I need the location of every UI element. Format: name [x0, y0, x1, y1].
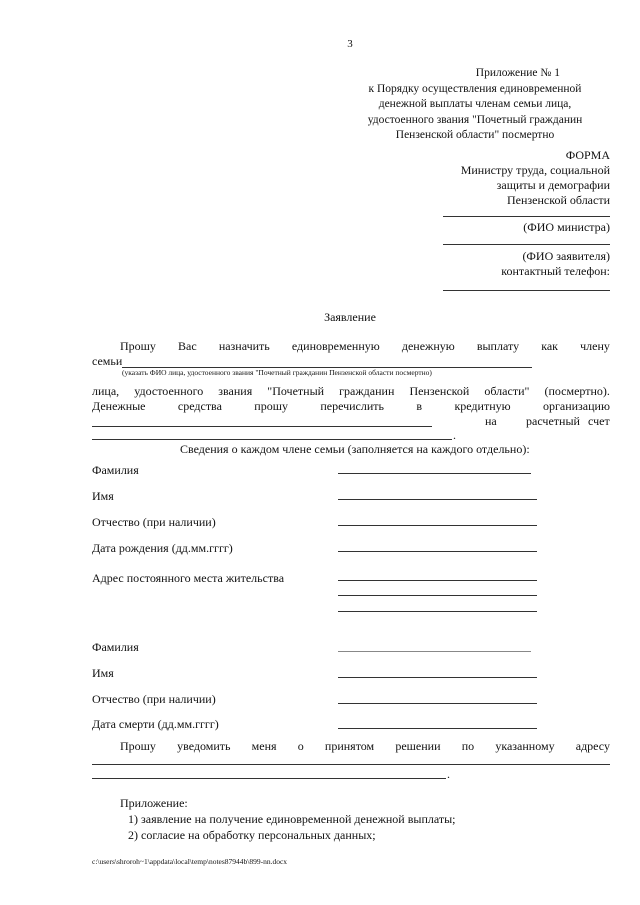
- word: меня: [251, 739, 277, 753]
- phone-label: контактный телефон:: [501, 264, 610, 278]
- word: области": [484, 384, 530, 398]
- request-line-3: [92, 384, 610, 399]
- bank-name-line[interactable]: [92, 426, 432, 427]
- name-line-2[interactable]: [338, 677, 537, 678]
- name-line[interactable]: [338, 499, 537, 500]
- phone-line[interactable]: [443, 290, 610, 291]
- word: решении: [395, 739, 441, 753]
- word: единовременную: [291, 339, 380, 353]
- appendix-line-3: денежной выплаты членам семьи лица,: [378, 98, 572, 110]
- name-label: Имя: [92, 489, 114, 503]
- word: кредитную: [454, 399, 511, 413]
- period-2: .: [447, 767, 450, 781]
- word: Пензенской: [409, 384, 470, 398]
- surname-label: Фамилия: [92, 463, 139, 477]
- word: лица,: [92, 384, 120, 398]
- word: как: [541, 339, 559, 353]
- address-label: Адрес постоянного места жительства: [92, 571, 285, 585]
- word: (посмертно).: [544, 384, 610, 398]
- name-label-2: Имя: [92, 666, 114, 680]
- word: Прошу: [120, 739, 156, 753]
- death-date-label: Дата смерти (дд.мм.гггг): [92, 717, 219, 731]
- word: уведомить: [177, 739, 231, 753]
- word: средства: [177, 399, 222, 413]
- attachment-item-1: 1) заявление на получение единовременной денежной выплаты;: [128, 812, 456, 826]
- word: Денежные: [92, 399, 146, 413]
- word: выплату: [476, 339, 520, 353]
- appendix-line-2: к Порядку осуществления единовременной: [368, 82, 582, 95]
- word: звания: [218, 384, 253, 398]
- addressee-line-2: защиты и демографии: [496, 178, 610, 192]
- address-line-3[interactable]: [338, 611, 537, 612]
- appendix-line-5: Пензенской области" посмертно: [395, 129, 555, 141]
- word: прошу: [254, 399, 288, 413]
- word: адресу: [575, 739, 610, 753]
- patronymic-label-2: Отчество (при наличии): [92, 692, 216, 706]
- applicant-name-line[interactable]: [443, 244, 610, 245]
- on-text: на: [485, 414, 497, 428]
- account-number-line[interactable]: [92, 439, 452, 440]
- word: "Почетный: [267, 384, 325, 398]
- addressee-line-1: Министру труда, социальной: [460, 163, 610, 177]
- death-date-line[interactable]: [338, 728, 537, 729]
- appendix-line-1: Приложение № 1: [475, 67, 560, 79]
- address-line-1[interactable]: [338, 580, 537, 581]
- surname-line[interactable]: [338, 473, 531, 474]
- word: гражданин: [339, 384, 395, 398]
- word: Прошу: [120, 339, 156, 353]
- patronymic-line[interactable]: [338, 525, 537, 526]
- addressee-line-3: Пензенской области: [507, 193, 610, 207]
- word: Вас: [178, 339, 197, 353]
- word: организацию: [542, 399, 610, 413]
- word: в: [416, 399, 423, 413]
- applicant-caption: (ФИО заявителя): [522, 249, 610, 263]
- hint-text: (указать ФИО лица, удостоенного звания "Почетный гражданин Пензенской области посмертно): [122, 368, 432, 377]
- minister-caption: (ФИО министра): [523, 220, 610, 234]
- minister-name-line[interactable]: [443, 216, 610, 217]
- request-line-1: [120, 339, 610, 354]
- form-label: ФОРМА: [565, 148, 610, 162]
- page-number: 3: [347, 38, 353, 50]
- surname-label-2: Фамилия: [92, 640, 139, 654]
- birth-date-label: Дата рождения (дд.мм.гггг): [92, 541, 233, 555]
- document-title: Заявление: [324, 310, 376, 324]
- family-word: семьи: [92, 354, 123, 368]
- word: удостоенного: [134, 384, 204, 398]
- period: .: [453, 428, 456, 442]
- notify-address-line-2[interactable]: [92, 778, 446, 779]
- birth-date-line[interactable]: [338, 551, 537, 552]
- appendix-header: [355, 66, 595, 144]
- notify-address-line-1[interactable]: [92, 764, 610, 765]
- word: назначить: [218, 339, 270, 353]
- addressee-block: [410, 163, 610, 208]
- word: о: [297, 739, 304, 753]
- word: члену: [580, 339, 610, 353]
- notify-line: [120, 739, 610, 754]
- address-line-2[interactable]: [338, 595, 537, 596]
- attachment-item-2: 2) согласие на обработку персональных данных;: [128, 828, 376, 842]
- patronymic-line-2[interactable]: [338, 703, 537, 704]
- patronymic-label: Отчество (при наличии): [92, 515, 216, 529]
- word: перечислить: [320, 399, 385, 413]
- word: принятом: [324, 739, 375, 753]
- request-line-4: [92, 399, 610, 414]
- account-text: расчетный: [526, 414, 580, 428]
- member-info-heading: Сведения о каждом члене семьи (заполняется на каждого отдельно):: [180, 442, 530, 456]
- surname-line-2[interactable]: [338, 651, 531, 652]
- word: денежную: [401, 339, 455, 353]
- appendix-line-4: удостоенного звания "Почетный гражданин: [367, 113, 583, 126]
- footer-file-path: c:\users\shroroh~1\appdata\local\temp\notes87944b\899-nn.docx: [92, 857, 288, 866]
- word: по: [461, 739, 475, 753]
- schet-text: счет: [588, 414, 610, 428]
- attachments-heading: Приложение:: [120, 796, 188, 810]
- word: указанному: [495, 739, 555, 753]
